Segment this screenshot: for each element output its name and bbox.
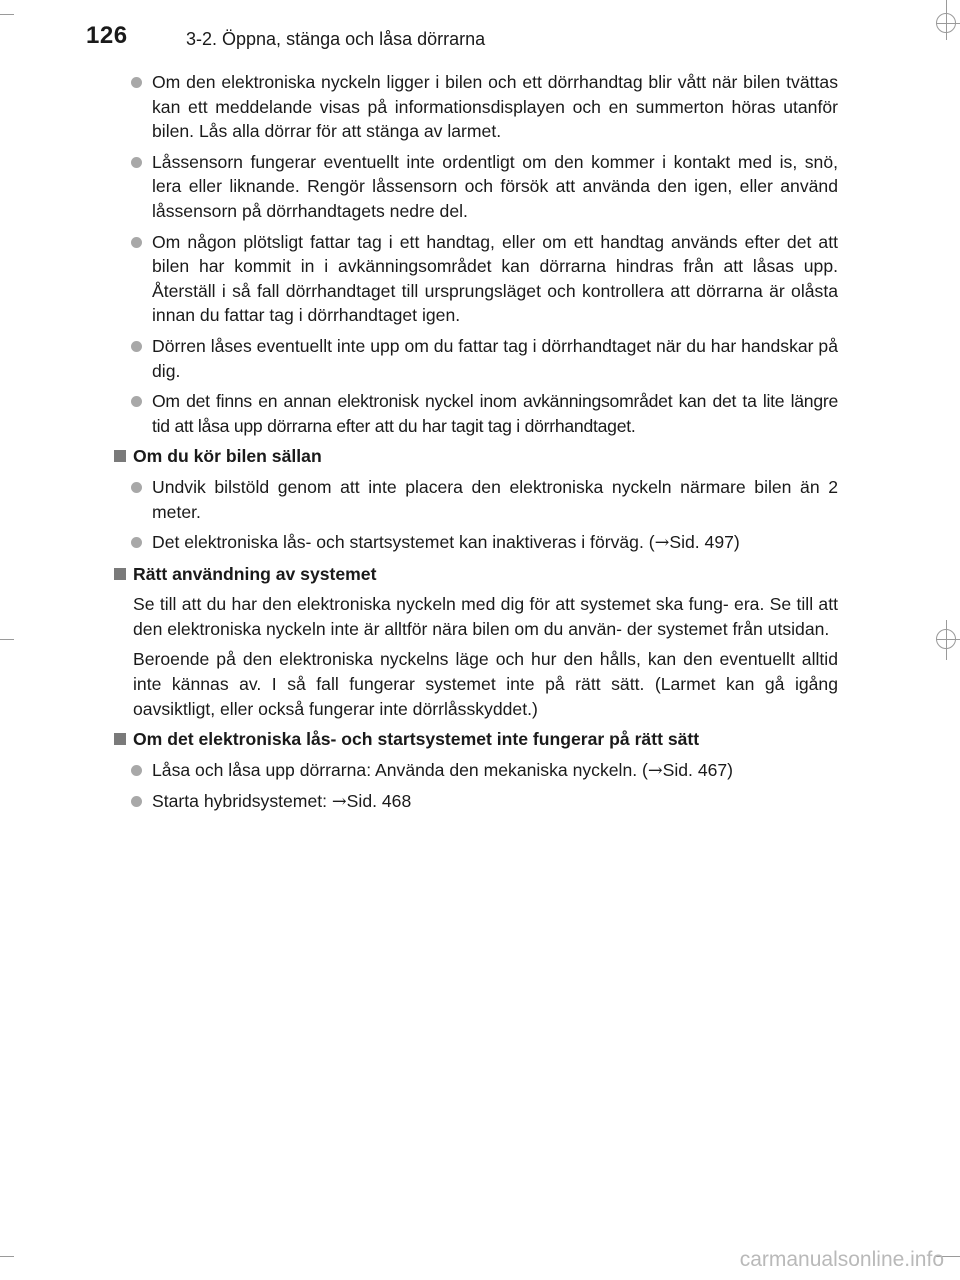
bullet-text: Starta hybridsystemet: <box>152 791 332 812</box>
bullet-item: Låssensorn fungerar eventuellt inte ordentligt om den kommer i kontakt med is, snö, lera eller liknande. Rengör låssensorn och försök att använda den igen, eller använd låssensorn på dörrhandtagets nedre del. <box>112 150 838 224</box>
bullet-item <box>112 530 838 556</box>
bullet-item: Undvik bilstöld genom att inte placera den elektroniska nyckeln närmare bilen än 2 meter. <box>112 475 838 524</box>
page-number: 126 <box>86 22 128 49</box>
bullet-item: Om det finns en annan elektronisk nyckel inom avkänningsområdet kan det ta lite längre tid att låsa upp dörrarna efter att du har tagit tag i dörrhandtaget. <box>112 389 838 438</box>
page-reference: Sid. 497) <box>669 532 740 553</box>
page-reference: Sid. 468 <box>346 791 412 812</box>
bullet-text: Det elektroniska lås- och startsystemet kan inaktiveras i förväg. ( <box>152 532 655 553</box>
bullet-item <box>112 758 838 784</box>
arrow-icon: → <box>654 533 670 554</box>
heading-seldom-driving: Om du kör bilen sällan <box>112 444 838 469</box>
bullet-item: Dörren låses eventuellt inte upp om du fattar tag i dörrhandtaget när du har handskar på dig. <box>112 334 838 383</box>
bullet-item: Om den elektroniska nyckeln ligger i bilen och ett dörrhandtag blir vått när bilen tvättas kan ett meddelande visas på informationsdisplayen och en summerton höras utanför bilen. Lås alla dörrar för att stänga av larmet. <box>112 70 838 144</box>
bullet-item: Om någon plötsligt fattar tag i ett handtag, eller om ett handtag används efter det att bilen har kommit in i avkänningsområdet kan dörrarna hindras från att låsas upp. Återställ i så fall dörrhandtaget till ursprungsläget och kontrollera att dörrarna är olåsta innan du fattar tag i dörrhandtaget igen. <box>112 230 838 328</box>
bullet-text: Låsa och låsa upp dörrarna: Använda den mekaniska nyckeln. ( <box>152 759 648 780</box>
heading-correct-usage: Rätt användning av systemet <box>112 562 838 587</box>
page-header <box>0 0 960 60</box>
paragraph: Beroende på den elektroniska nyckelns läge och hur den hålls, kan den eventuellt alltid inte kännas av. I så fall fungerar systemet inte på rätt sätt. (Larmet kan gå igång oavsiktligt, eller också fungerar inte dörrlåsskyddet.) <box>133 649 838 719</box>
page-content <box>112 70 838 821</box>
bullet-item <box>112 789 838 815</box>
crop-mark-bottom-left <box>0 1256 14 1257</box>
registration-circle-mid-right <box>936 629 956 649</box>
crop-mark-mid-left <box>0 639 14 640</box>
arrow-icon: → <box>331 792 347 813</box>
heading-system-fault: Om det elektroniska lås- och startsystemet inte fungerar på rätt sätt <box>112 727 838 752</box>
arrow-icon: → <box>647 760 663 781</box>
paragraph: Se till att du har den elektroniska nyckeln med dig för att systemet ska fung- era. Se till att den elektroniska nyckeln inte är alltför nära bilen om du använ- der systemet från utsidan. <box>133 594 838 639</box>
watermark: carmanualsonline.info <box>739 1248 944 1271</box>
section-title: 3-2. Öppna, stänga och låsa dörrarna <box>186 29 486 49</box>
page-reference: Sid. 467) <box>662 759 734 780</box>
